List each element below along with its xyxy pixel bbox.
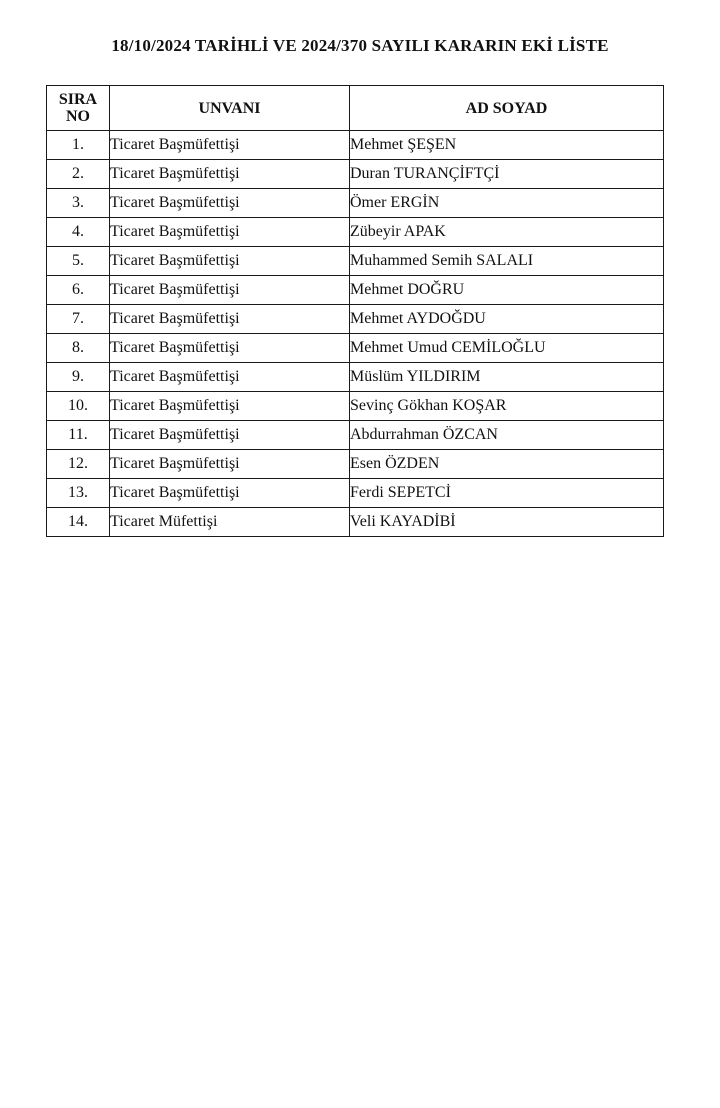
header-unvani: UNVANI: [110, 86, 350, 131]
row-number: 8.: [47, 334, 110, 363]
row-name: Mehmet ŞEŞEN: [350, 131, 664, 160]
header-ad-soyad: AD SOYAD: [350, 86, 664, 131]
row-name: Abdurrahman ÖZCAN: [350, 421, 664, 450]
row-title: Ticaret Başmüfettişi: [110, 247, 350, 276]
row-title: Ticaret Başmüfettişi: [110, 305, 350, 334]
header-no-label: NO: [66, 108, 90, 125]
row-title: Ticaret Müfettişi: [110, 508, 350, 537]
row-title: Ticaret Başmüfettişi: [110, 334, 350, 363]
table-body: [47, 131, 664, 537]
table-row: [47, 508, 664, 537]
row-name: Sevinç Gökhan KOŞAR: [350, 392, 664, 421]
inspector-list-table: [46, 85, 664, 537]
row-title: Ticaret Başmüfettişi: [110, 276, 350, 305]
table-row: [47, 160, 664, 189]
table-row: [47, 421, 664, 450]
row-title: Ticaret Başmüfettişi: [110, 131, 350, 160]
row-name: Mehmet Umud CEMİLOĞLU: [350, 334, 664, 363]
header-row: [47, 86, 664, 131]
row-name: Ömer ERGİN: [350, 189, 664, 218]
row-number: 2.: [47, 160, 110, 189]
header-sira-no: [47, 86, 110, 131]
row-name: Müslüm YILDIRIM: [350, 363, 664, 392]
header-sira-label: SIRA: [58, 91, 98, 108]
row-number: 4.: [47, 218, 110, 247]
table-row: [47, 450, 664, 479]
row-name: Muhammed Semih SALALI: [350, 247, 664, 276]
row-name: Esen ÖZDEN: [350, 450, 664, 479]
table-row: [47, 392, 664, 421]
row-title: Ticaret Başmüfettişi: [110, 189, 350, 218]
row-title: Ticaret Başmüfettişi: [110, 218, 350, 247]
table-row: [47, 305, 664, 334]
row-number: 12.: [47, 450, 110, 479]
row-title: Ticaret Başmüfettişi: [110, 421, 350, 450]
row-number: 10.: [47, 392, 110, 421]
row-number: 11.: [47, 421, 110, 450]
row-number: 7.: [47, 305, 110, 334]
table-row: [47, 276, 664, 305]
row-title: Ticaret Başmüfettişi: [110, 392, 350, 421]
row-number: 3.: [47, 189, 110, 218]
row-title: Ticaret Başmüfettişi: [110, 160, 350, 189]
document-title: 18/10/2024 TARİHLİ VE 2024/370 SAYILI KARARIN EKİ LİSTE: [111, 36, 609, 55]
row-name: Mehmet AYDOĞDU: [350, 305, 664, 334]
table-row: [47, 218, 664, 247]
row-title: Ticaret Başmüfettişi: [110, 450, 350, 479]
row-number: 1.: [47, 131, 110, 160]
row-name: Veli KAYADİBİ: [350, 508, 664, 537]
row-number: 9.: [47, 363, 110, 392]
row-title: Ticaret Başmüfettişi: [110, 363, 350, 392]
table-header: [47, 86, 664, 131]
row-number: 14.: [47, 508, 110, 537]
table-row: [47, 131, 664, 160]
table-row: [47, 363, 664, 392]
row-name: Zübeyir APAK: [350, 218, 664, 247]
row-title: Ticaret Başmüfettişi: [110, 479, 350, 508]
row-name: Ferdi SEPETCİ: [350, 479, 664, 508]
row-name: Mehmet DOĞRU: [350, 276, 664, 305]
row-number: 13.: [47, 479, 110, 508]
row-number: 6.: [47, 276, 110, 305]
table-row: [47, 247, 664, 276]
row-number: 5.: [47, 247, 110, 276]
table-row: [47, 479, 664, 508]
table-row: [47, 334, 664, 363]
row-name: Duran TURANÇİFTÇİ: [350, 160, 664, 189]
table-row: [47, 189, 664, 218]
